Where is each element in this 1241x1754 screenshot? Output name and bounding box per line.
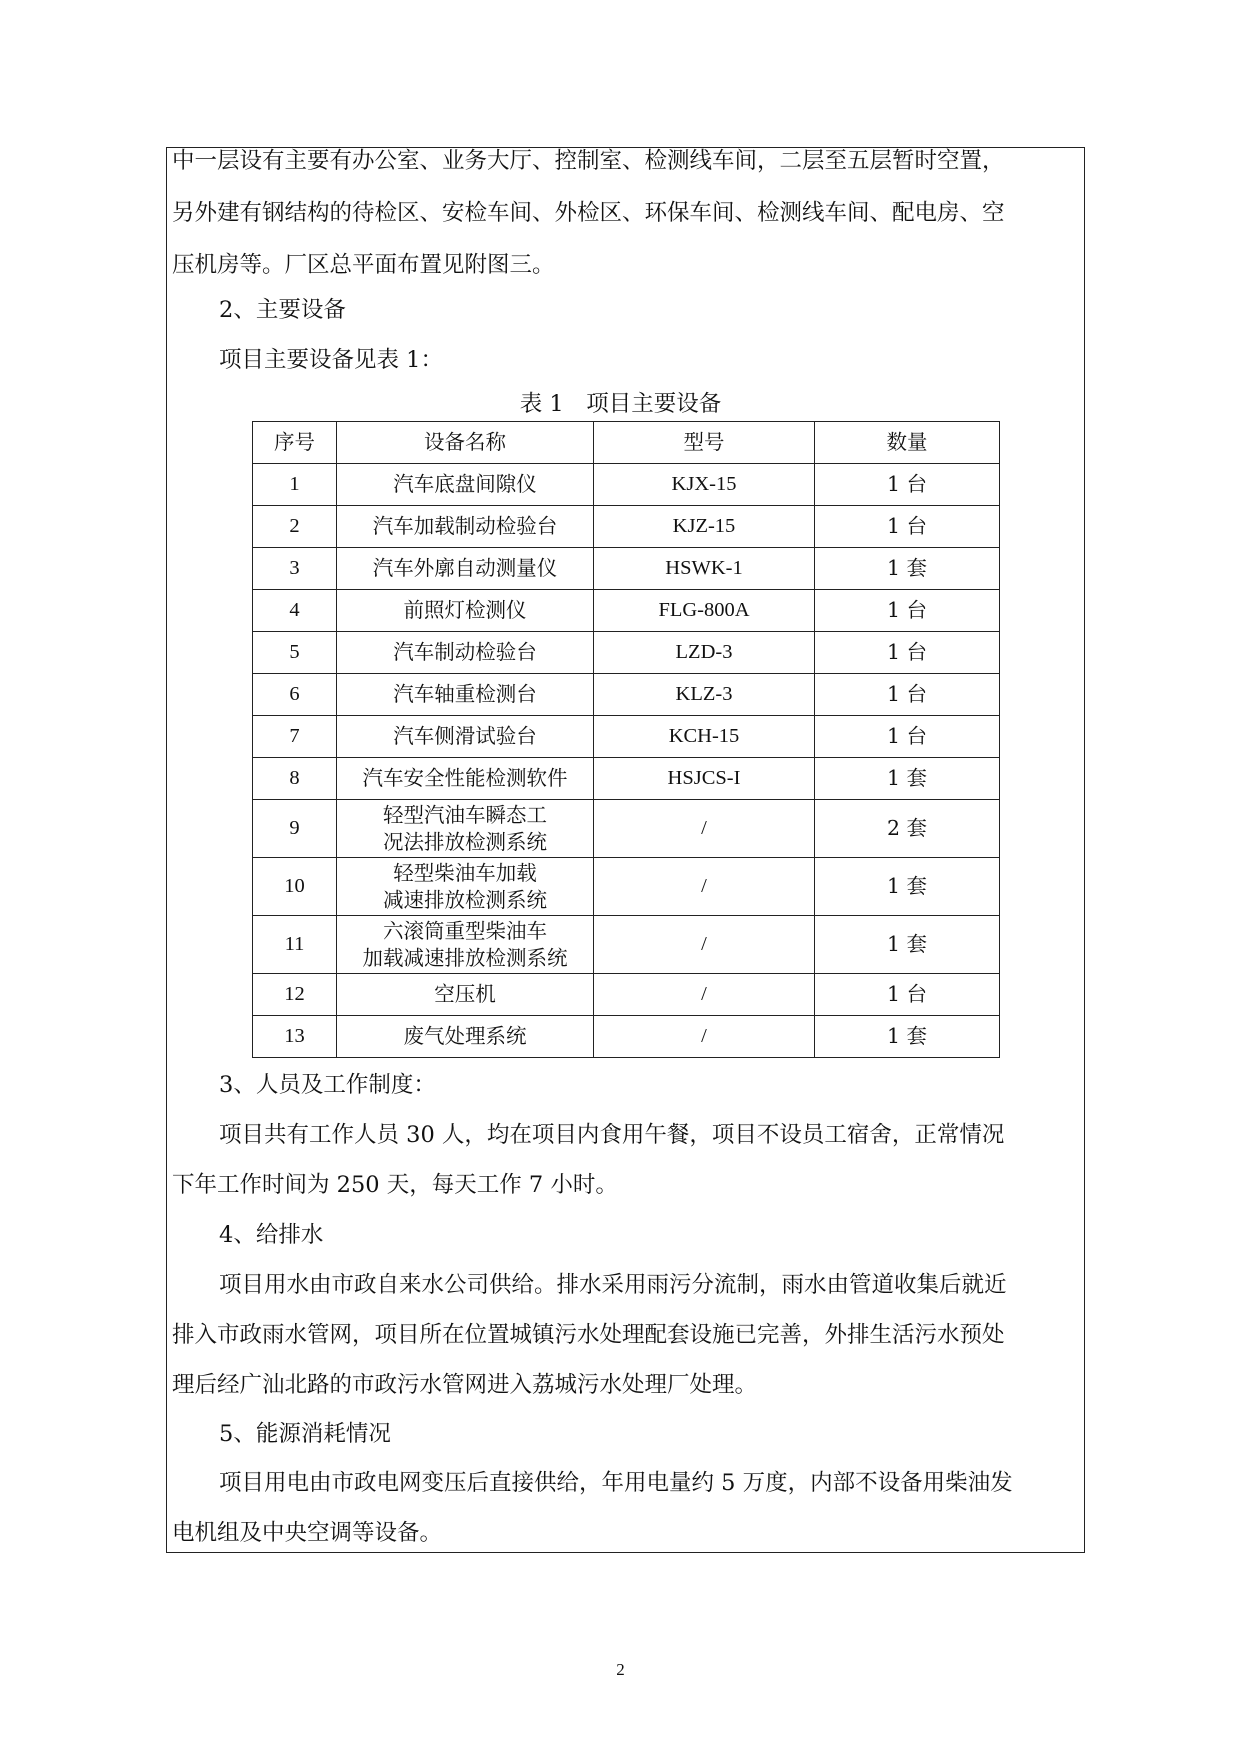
device-name: 汽车安全性能检测软件 (337, 758, 594, 800)
device-quantity: 1 台 (815, 632, 1000, 674)
device-model: KLZ-3 (594, 674, 815, 716)
paragraph-line: 下年工作时间为 250 天，每天工作 7 小时。 (172, 1172, 618, 1198)
device-quantity: 1 台 (815, 716, 1000, 758)
table-row (253, 916, 1000, 974)
row-number: 2 (253, 506, 337, 548)
device-quantity: 1 套 (815, 548, 1000, 590)
paragraph-line: 项目用电由市政电网变压后直接供给，年用电量约 5 万度，内部不设备用柴油发 (219, 1470, 1013, 1496)
device-quantity: 1 台 (815, 674, 1000, 716)
header-cell: 设备名称 (337, 422, 594, 464)
row-number: 13 (253, 1016, 337, 1058)
paragraph-line: 另外建有钢结构的待检区、安检车间、外检区、环保车间、检测线车间、配电房、空 (172, 200, 1005, 226)
device-model: / (594, 858, 815, 916)
device-name: 汽车制动检验台 (337, 632, 594, 674)
row-number: 10 (253, 858, 337, 916)
row-number: 3 (253, 548, 337, 590)
row-number: 7 (253, 716, 337, 758)
row-number: 8 (253, 758, 337, 800)
device-model: KJX-15 (594, 464, 815, 506)
device-name: 汽车侧滑试验台 (337, 716, 594, 758)
paragraph-line: 压机房等。厂区总平面布置见附图三。 (172, 252, 555, 278)
device-model: LZD-3 (594, 632, 815, 674)
device-name-line: 六滚筒重型柴油车 (383, 918, 547, 943)
table-header-row (253, 422, 1000, 464)
table-row (253, 1016, 1000, 1058)
row-number: 4 (253, 590, 337, 632)
device-model: KJZ-15 (594, 506, 815, 548)
device-name: 废气处理系统 (337, 1016, 594, 1058)
device-quantity: 2 套 (815, 800, 1000, 858)
device-model: / (594, 1016, 815, 1058)
table-row (253, 974, 1000, 1016)
table-row (253, 590, 1000, 632)
device-name-line: 轻型汽油车瞬态工 (383, 802, 547, 827)
device-name-line: 况法排放检测系统 (383, 829, 547, 854)
device-name: 汽车外廓自动测量仪 (337, 548, 594, 590)
table-row (253, 674, 1000, 716)
device-name (337, 916, 594, 974)
device-name (337, 800, 594, 858)
device-name: 汽车轴重检测台 (337, 674, 594, 716)
row-number: 1 (253, 464, 337, 506)
table-row (253, 800, 1000, 858)
section-heading: 4、给排水 (219, 1222, 324, 1248)
device-name: 汽车加载制动检验台 (337, 506, 594, 548)
device-quantity: 1 套 (815, 758, 1000, 800)
table-row (253, 506, 1000, 548)
device-model: / (594, 974, 815, 1016)
table-row (253, 632, 1000, 674)
device-name-line: 加载减速排放检测系统 (362, 945, 568, 970)
device-quantity: 1 台 (815, 506, 1000, 548)
section-heading: 2、主要设备 (219, 297, 346, 323)
row-number: 11 (253, 916, 337, 974)
table-row (253, 548, 1000, 590)
table-row (253, 716, 1000, 758)
device-quantity: 1 台 (815, 590, 1000, 632)
device-model: / (594, 800, 815, 858)
page-number: 2 (616, 1660, 625, 1679)
header-cell: 型号 (594, 422, 815, 464)
row-number: 6 (253, 674, 337, 716)
device-model: HSWK-1 (594, 548, 815, 590)
table-caption: 表 1 项目主要设备 (519, 391, 722, 417)
paragraph-line: 项目主要设备见表 1： (219, 347, 443, 373)
paragraph-line: 项目共有工作人员 30 人，均在项目内食用午餐，项目不设员工宿舍，正常情况 (219, 1122, 1005, 1148)
equipment-table (252, 421, 1000, 1058)
paragraph-line: 排入市政雨水管网，项目所在位置城镇污水处理配套设施已完善，外排生活污水预处 (172, 1322, 1005, 1348)
paragraph-line: 项目用水由市政自来水公司供给。排水采用雨污分流制，雨水由管道收集后就近 (219, 1272, 1007, 1298)
device-model: / (594, 916, 815, 974)
device-quantity: 1 台 (815, 974, 1000, 1016)
device-name: 前照灯检测仪 (337, 590, 594, 632)
paragraph-line: 理后经广汕北路的市政污水管网进入荔城污水处理厂处理。 (172, 1372, 758, 1398)
device-quantity: 1 套 (815, 858, 1000, 916)
paragraph-line: 电机组及中央空调等设备。 (172, 1520, 443, 1546)
section-heading: 5、能源消耗情况 (219, 1421, 391, 1447)
row-number: 5 (253, 632, 337, 674)
device-name: 空压机 (337, 974, 594, 1016)
device-name: 汽车底盘间隙仪 (337, 464, 594, 506)
device-quantity: 1 套 (815, 916, 1000, 974)
row-number: 9 (253, 800, 337, 858)
device-model: KCH-15 (594, 716, 815, 758)
table-row (253, 464, 1000, 506)
device-name-line: 轻型柴油车加载 (393, 860, 537, 885)
device-model: FLG-800A (594, 590, 815, 632)
paragraph-line: 中一层设有主要有办公室、业务大厅、控制室、检测线车间，二层至五层暂时空置， (172, 148, 1005, 174)
header-cell: 序号 (253, 422, 337, 464)
device-name-line: 减速排放检测系统 (383, 887, 547, 912)
device-name (337, 858, 594, 916)
device-model: HSJCS-I (594, 758, 815, 800)
table-row (253, 758, 1000, 800)
table-row (253, 858, 1000, 916)
header-cell: 数量 (815, 422, 1000, 464)
row-number: 12 (253, 974, 337, 1016)
section-heading: 3、人员及工作制度： (219, 1072, 436, 1098)
device-quantity: 1 套 (815, 1016, 1000, 1058)
device-quantity: 1 台 (815, 464, 1000, 506)
